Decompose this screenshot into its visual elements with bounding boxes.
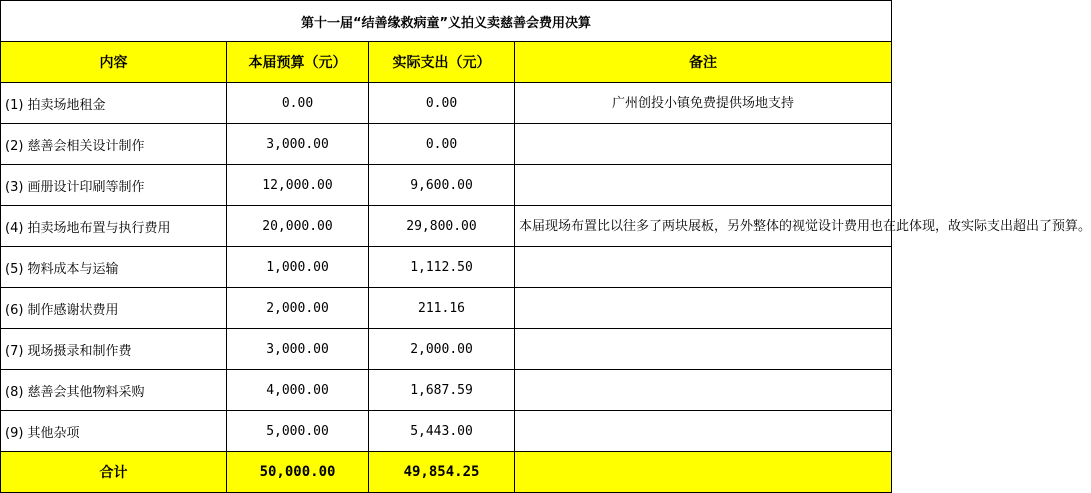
item-cell[interactable]: (4) 拍卖场地布置与执行费用 (1, 206, 227, 247)
header-budget[interactable]: 本届预算（元） (227, 42, 369, 83)
actual-cell[interactable]: 2,000.00 (369, 329, 515, 370)
table-row (1, 288, 892, 329)
actual-cell[interactable]: 1,687.59 (369, 370, 515, 411)
table-row (1, 247, 892, 288)
table-row (1, 370, 892, 411)
total-row (1, 452, 892, 493)
sheet-title[interactable]: 第十一届“结善缘救病童”义拍义卖慈善会费用决算 (1, 1, 892, 42)
table-row (1, 411, 892, 452)
table-row (1, 165, 892, 206)
item-cell[interactable]: (5) 物料成本与运输 (1, 247, 227, 288)
actual-cell[interactable]: 5,443.00 (369, 411, 515, 452)
item-cell[interactable]: (8) 慈善会其他物料采购 (1, 370, 227, 411)
table-row (1, 329, 892, 370)
budget-cell[interactable]: 3,000.00 (227, 329, 369, 370)
budget-cell[interactable]: 2,000.00 (227, 288, 369, 329)
table-row (1, 83, 892, 124)
remark-cell[interactable]: 广州创投小镇免费提供场地支持 (515, 83, 892, 124)
remark-cell[interactable] (515, 124, 892, 165)
actual-cell[interactable]: 1,112.50 (369, 247, 515, 288)
actual-cell[interactable]: 0.00 (369, 124, 515, 165)
actual-cell[interactable]: 0.00 (369, 83, 515, 124)
table-row (1, 206, 892, 247)
item-cell[interactable]: (2) 慈善会相关设计制作 (1, 124, 227, 165)
budget-cell[interactable]: 20,000.00 (227, 206, 369, 247)
remark-cell[interactable] (515, 370, 892, 411)
item-cell[interactable]: (3) 画册设计印刷等制作 (1, 165, 227, 206)
budget-cell[interactable]: 1,000.00 (227, 247, 369, 288)
header-row (1, 42, 892, 83)
item-cell[interactable]: (9) 其他杂项 (1, 411, 227, 452)
header-actual[interactable]: 实际支出（元） (369, 42, 515, 83)
header-remark[interactable]: 备注 (515, 42, 892, 83)
budget-cell[interactable]: 12,000.00 (227, 165, 369, 206)
budget-cell[interactable]: 4,000.00 (227, 370, 369, 411)
budget-cell[interactable]: 0.00 (227, 83, 369, 124)
total-remark[interactable] (515, 452, 892, 493)
item-cell[interactable]: (7) 现场摄录和制作费 (1, 329, 227, 370)
total-actual[interactable]: 49,854.25 (369, 452, 515, 493)
table-row (1, 124, 892, 165)
header-content[interactable]: 内容 (1, 42, 227, 83)
remark-cell[interactable]: 本届现场布置比以往多了两块展板，另外整体的视觉设计费用也在此体现，故实际支出超出了预算。 (515, 206, 892, 247)
remark-cell[interactable] (515, 411, 892, 452)
remark-cell[interactable] (515, 247, 892, 288)
total-label[interactable]: 合计 (1, 452, 227, 493)
total-budget[interactable]: 50,000.00 (227, 452, 369, 493)
remark-cell[interactable] (515, 329, 892, 370)
actual-cell[interactable]: 9,600.00 (369, 165, 515, 206)
budget-cell[interactable]: 3,000.00 (227, 124, 369, 165)
item-cell[interactable]: (1) 拍卖场地租金 (1, 83, 227, 124)
remark-cell[interactable] (515, 288, 892, 329)
actual-cell[interactable]: 29,800.00 (369, 206, 515, 247)
budget-cell[interactable]: 5,000.00 (227, 411, 369, 452)
remark-cell[interactable] (515, 165, 892, 206)
title-row (1, 1, 892, 42)
actual-cell[interactable]: 211.16 (369, 288, 515, 329)
item-cell[interactable]: (6) 制作感谢状费用 (1, 288, 227, 329)
